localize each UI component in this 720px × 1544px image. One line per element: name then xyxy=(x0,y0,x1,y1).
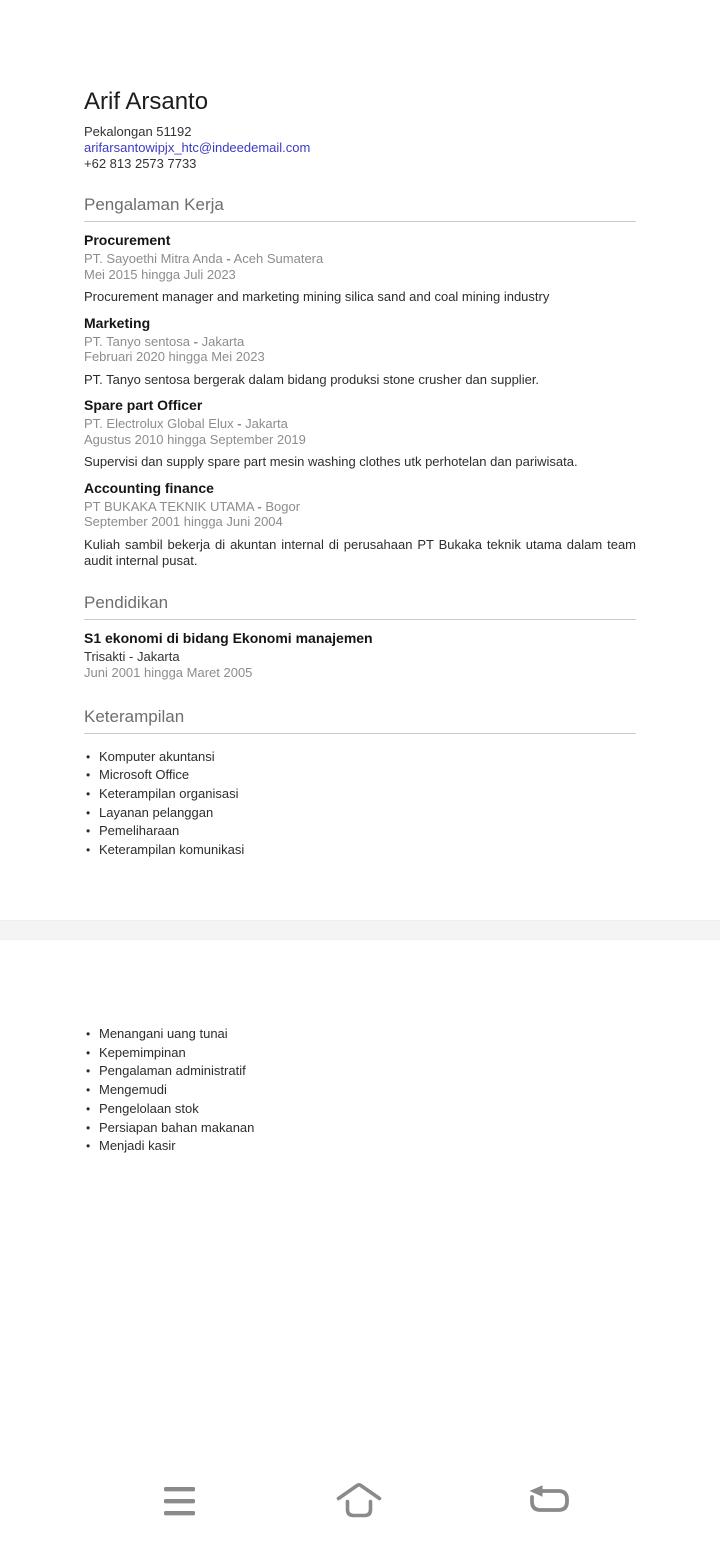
skills-section-title: Keterampilan xyxy=(84,707,636,734)
company-name: PT. Tanyo sentosa xyxy=(84,333,190,349)
skill-item: • Mengemudi xyxy=(84,1081,636,1100)
experience-section xyxy=(84,222,636,570)
back-button[interactable] xyxy=(528,1484,570,1520)
job-title: Marketing xyxy=(84,314,151,331)
company-name: PT. Sayoethi Mitra Anda xyxy=(84,251,223,266)
education-section-title: Pendidikan xyxy=(84,593,636,620)
separator: - xyxy=(193,333,198,349)
job-description: Kuliah sambil bekerja di akuntan internal di perusahaan PT Bukaka teknik utama dalam team audit internal pusat. xyxy=(84,536,636,568)
education-section xyxy=(84,620,636,681)
job-dates: September 2001 hingga Juni 2004 xyxy=(84,514,283,529)
skill-item: • Kepemimpinan xyxy=(84,1044,636,1063)
job-entry xyxy=(84,480,636,570)
menu-icon xyxy=(163,1504,196,1519)
job-dates: Agustus 2010 hingga September 2019 xyxy=(84,431,306,447)
job-title: Procurement xyxy=(84,232,171,248)
back-icon xyxy=(528,1505,570,1520)
company-name: PT BUKAKA TEKNIK UTAMA xyxy=(84,498,254,514)
android-nav-bar xyxy=(0,1458,720,1544)
job-company-location xyxy=(84,416,636,432)
skill-item: • Keterampilan komunikasi xyxy=(84,841,636,860)
skill-item: • Komputer akuntansi xyxy=(84,748,636,767)
person-name: Arif Arsanto xyxy=(84,88,209,115)
menu-button[interactable] xyxy=(163,1486,196,1519)
skill-item: • Keterampilan organisasi xyxy=(84,785,636,804)
education-dates: Juni 2001 hingga Maret 2005 xyxy=(84,664,253,680)
address-line: Pekalongan 51192 xyxy=(84,124,192,139)
school-name: Trisakti - Jakarta xyxy=(84,648,180,664)
resume-header xyxy=(84,88,636,172)
company-name: PT. Electrolux Global Elux xyxy=(84,416,234,431)
document-page2[interactable] xyxy=(84,1021,636,1156)
job-location: Aceh Sumatera xyxy=(233,251,324,266)
skills-list-page1 xyxy=(84,748,636,860)
skill-item: • Menangani uang tunai xyxy=(84,1025,636,1044)
home-button[interactable] xyxy=(335,1482,383,1522)
skills-list-page2 xyxy=(84,1025,636,1156)
job-title: Spare part Officer xyxy=(84,397,203,413)
experience-section-title: Pengalaman Kerja xyxy=(84,195,636,222)
job-location: Bogor xyxy=(265,498,301,514)
email-link[interactable]: arifarsantowipjx_htc@indeedemail.com xyxy=(84,140,311,155)
job-company-location xyxy=(84,499,636,515)
skills-section xyxy=(84,734,636,860)
home-icon xyxy=(335,1507,383,1522)
job-location: Jakarta xyxy=(245,416,288,431)
job-description: Supervisi dan supply spare part mesin washing clothes utk perhotelan dan pariwisata. xyxy=(84,454,578,469)
job-entry xyxy=(84,232,636,306)
skill-item: • Persiapan bahan makanan xyxy=(84,1119,636,1138)
job-company-location xyxy=(84,334,636,350)
page-separator xyxy=(0,920,720,940)
job-description: PT. Tanyo sentosa bergerak dalam bidang produksi stone crusher dan supplier. xyxy=(84,371,540,387)
degree-title: S1 ekonomi di bidang Ekonomi manajemen xyxy=(84,629,373,646)
job-description: Procurement manager and marketing mining silica sand and coal mining industry xyxy=(84,289,550,304)
job-entry xyxy=(84,315,636,389)
skill-item: • Layanan pelanggan xyxy=(84,804,636,823)
skill-item: • Microsoft Office xyxy=(84,766,636,785)
job-title: Accounting finance xyxy=(84,479,214,496)
separator: - xyxy=(226,251,231,266)
document-scroll-area[interactable] xyxy=(84,88,636,860)
phone-line: +62 813 2573 7733 xyxy=(84,156,197,171)
skill-item: • Pengelolaan stok xyxy=(84,1100,636,1119)
job-location: Jakarta xyxy=(201,333,245,349)
skill-item: • Pemeliharaan xyxy=(84,822,636,841)
job-dates: Mei 2015 hingga Juli 2023 xyxy=(84,266,236,282)
separator: - xyxy=(237,416,242,431)
job-dates: Februari 2020 hingga Mei 2023 xyxy=(84,349,265,364)
job-company-location xyxy=(84,251,636,267)
skill-item: • Menjadi kasir xyxy=(84,1137,636,1156)
job-entry xyxy=(84,397,636,471)
separator: - xyxy=(257,498,262,514)
skill-item: • Pengalaman administratif xyxy=(84,1062,636,1081)
